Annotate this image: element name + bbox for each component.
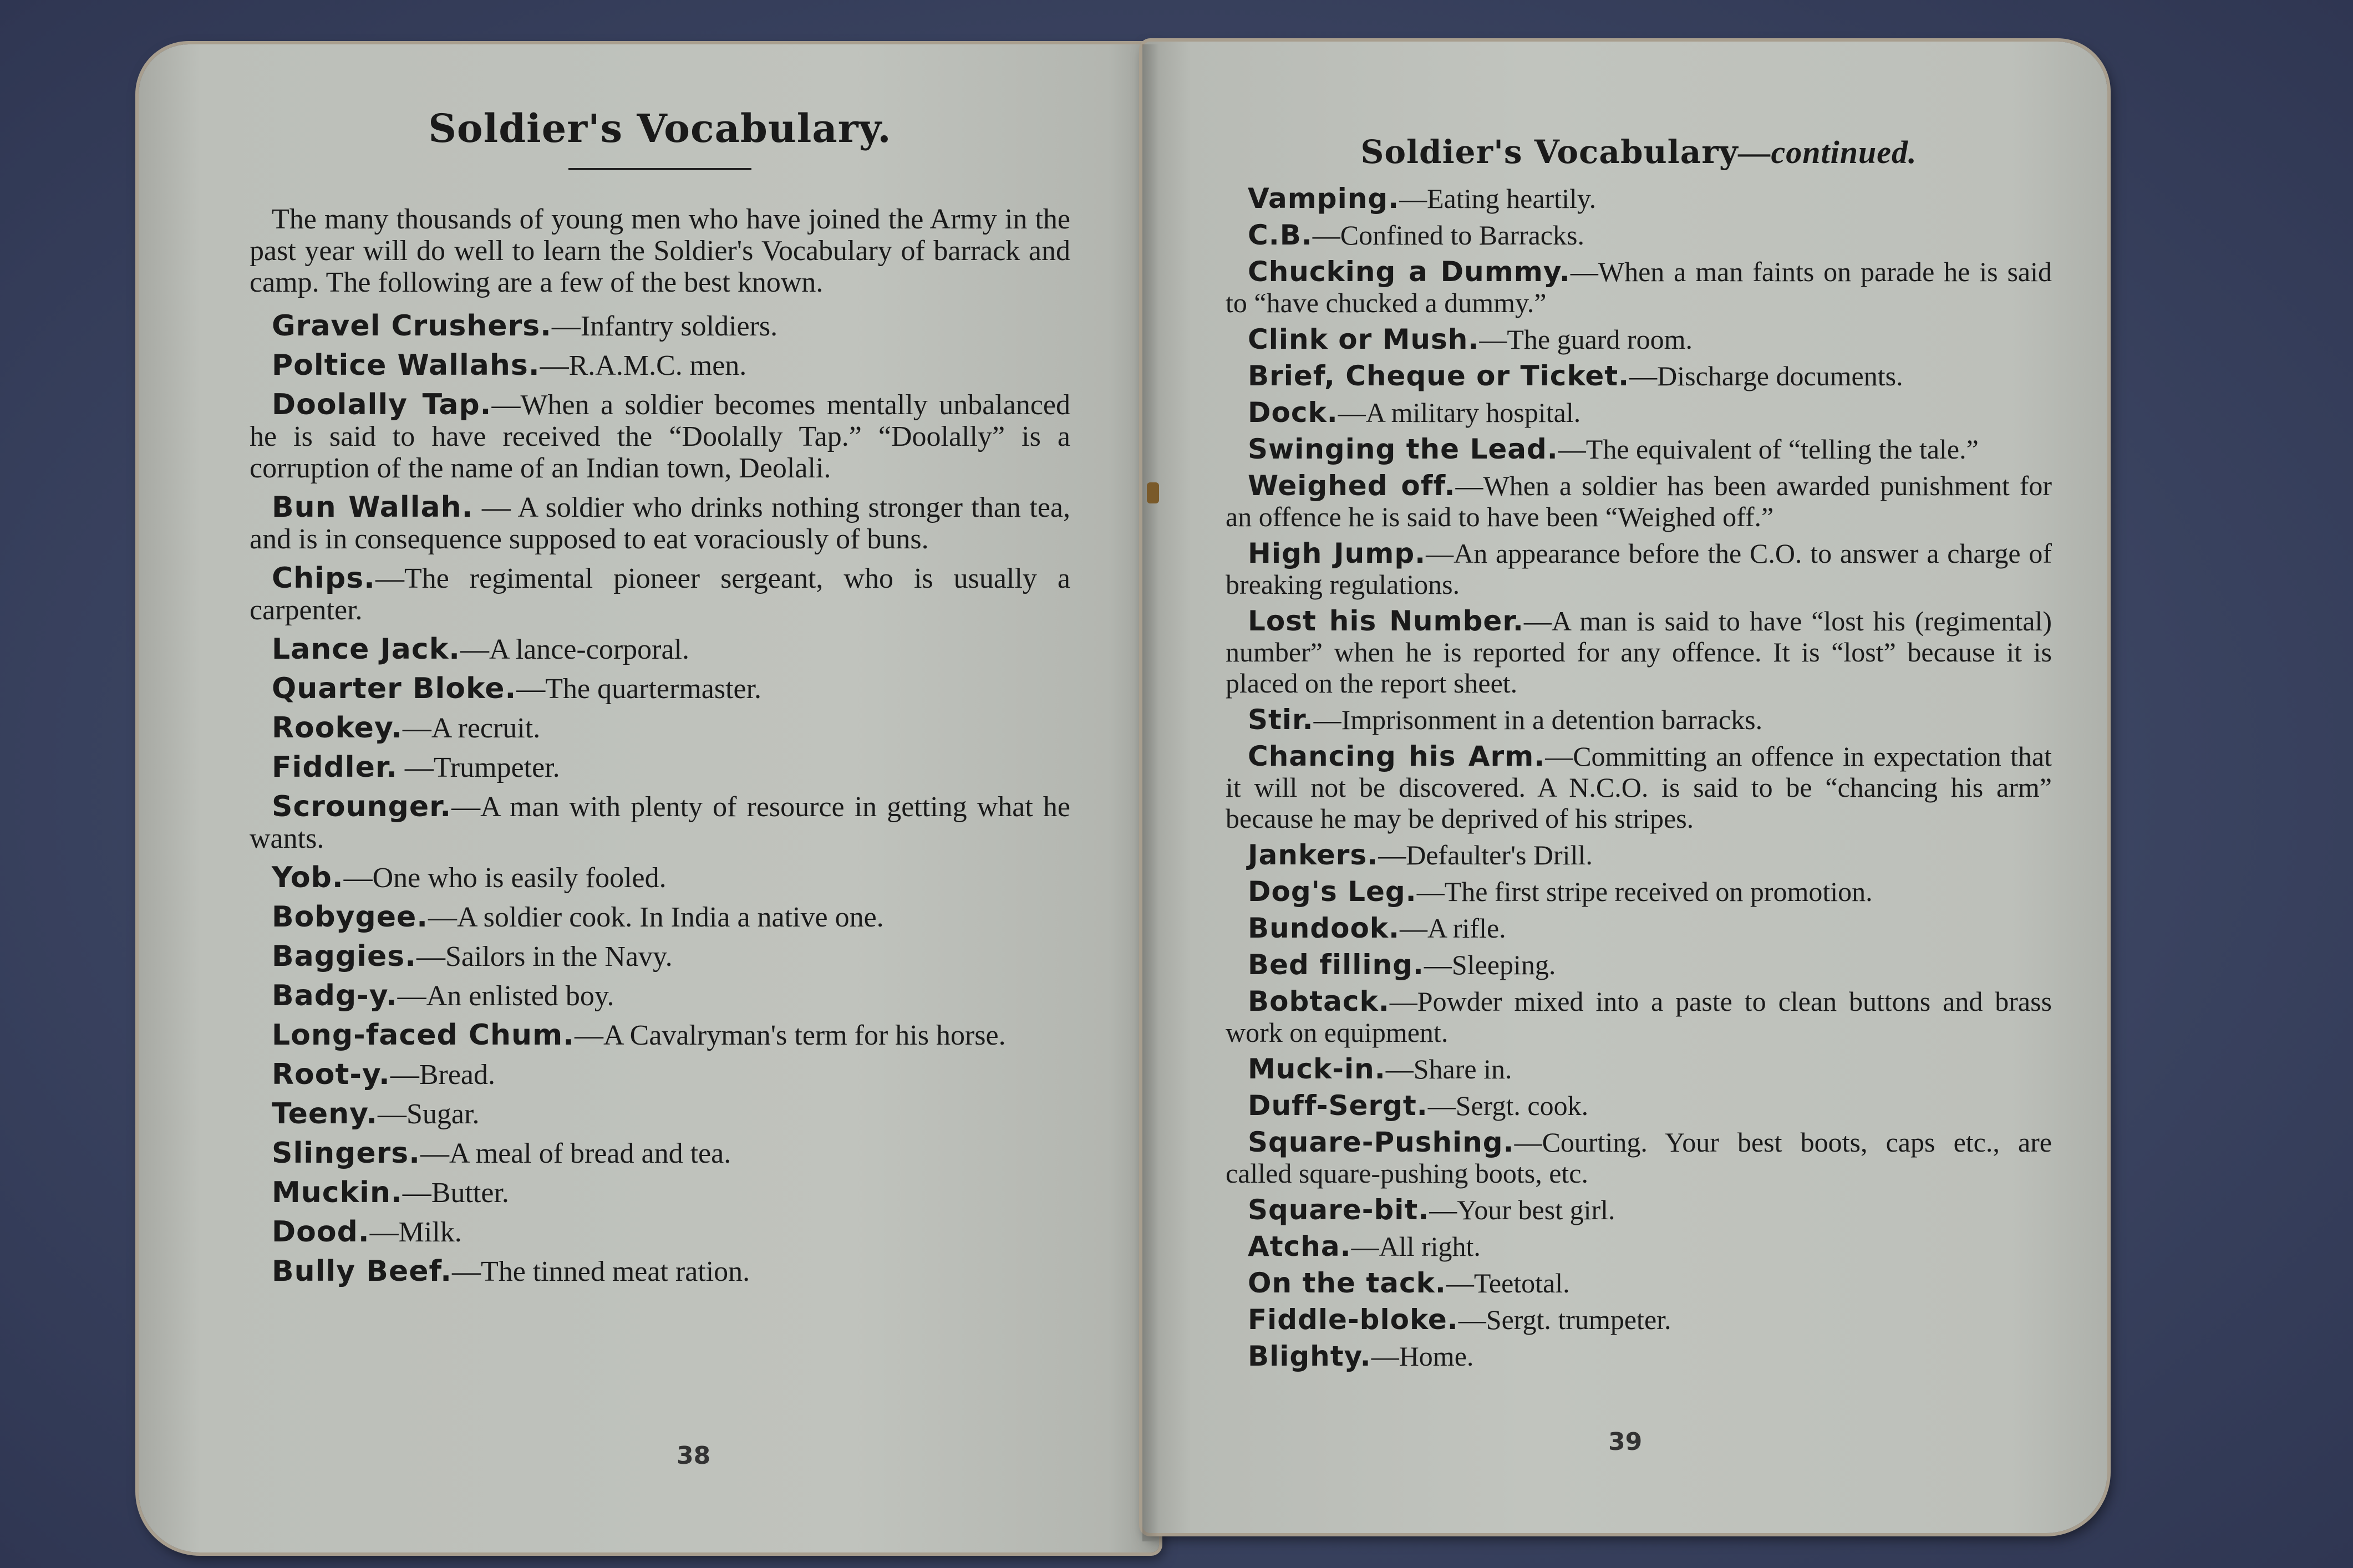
entry-term: Doolally Tap. bbox=[272, 388, 492, 421]
entry-definition: —The quartermaster. bbox=[516, 673, 762, 705]
entry-definition: —Sergt. cook. bbox=[1427, 1090, 1589, 1121]
page-number: 38 bbox=[677, 1442, 711, 1470]
vocabulary-entry bbox=[1226, 183, 2052, 214]
entry-term: Bed filling. bbox=[1248, 949, 1424, 981]
vocabulary-entry bbox=[1226, 256, 2052, 318]
entry-definition: —One who is easily fooled. bbox=[343, 862, 667, 894]
entry-definition: —Butter. bbox=[402, 1177, 509, 1209]
entry-term: Gravel Crushers. bbox=[272, 309, 552, 343]
left-page bbox=[139, 44, 1159, 1552]
entry-term: Duff-Sergt. bbox=[1248, 1090, 1428, 1122]
vocabulary-entry bbox=[250, 862, 1070, 894]
vocabulary-entry bbox=[250, 941, 1070, 973]
entry-term: Blighty. bbox=[1248, 1340, 1371, 1372]
entry-definition: —Discharge documents. bbox=[1629, 360, 1903, 391]
entry-term: Swinging the Lead. bbox=[1248, 433, 1558, 465]
vocabulary-entry bbox=[1226, 704, 2052, 735]
entry-term: Lance Jack. bbox=[272, 633, 461, 666]
entry-definition: —A Cavalryman's term for his horse. bbox=[574, 1020, 1006, 1051]
vocabulary-entry bbox=[1226, 434, 2052, 465]
entry-definition: —When a soldier becomes mentally unbalanced he is said to have received the “Doolally Tap.” “Doolally” is a corruption of the name of an Indian town, Deolali. bbox=[250, 389, 1070, 484]
page-number: 39 bbox=[1608, 1428, 1643, 1456]
entry-definition: — A soldier who drinks nothing stronger than tea, and is in consequence supposed to eat voraciously of buns. bbox=[250, 492, 1070, 555]
entry-definition: —Home. bbox=[1371, 1341, 1474, 1372]
vocabulary-entry bbox=[1226, 839, 2052, 870]
entry-term: C.B. bbox=[1248, 219, 1313, 251]
vocabulary-entry bbox=[1226, 1053, 2052, 1085]
vocabulary-entry bbox=[250, 1059, 1070, 1091]
entry-definition: —Bread. bbox=[390, 1059, 495, 1091]
entry-term: Vamping. bbox=[1248, 182, 1400, 215]
vocabulary-entry bbox=[1226, 913, 2052, 944]
vocabulary-entry bbox=[1226, 1231, 2052, 1262]
entry-definition: —The equivalent of “telling the tale.” bbox=[1558, 434, 1979, 465]
vocabulary-entry bbox=[250, 980, 1070, 1012]
entry-term: Bobtack. bbox=[1248, 985, 1390, 1017]
vocabulary-entry bbox=[250, 673, 1070, 705]
entry-definition: —Your best girl. bbox=[1429, 1194, 1615, 1225]
entry-term: Scrounger. bbox=[272, 790, 452, 823]
vocabulary-entry bbox=[250, 310, 1070, 342]
entry-definition: —Milk. bbox=[369, 1216, 462, 1248]
entry-definition: —Teetotal. bbox=[1446, 1267, 1570, 1299]
entry-term: Bully Beef. bbox=[272, 1255, 453, 1288]
entry-term: Dood. bbox=[272, 1215, 370, 1249]
page-title: Soldier's Vocabulary. bbox=[428, 105, 892, 151]
entry-term: Muckin. bbox=[272, 1176, 403, 1209]
vocabulary-entry bbox=[250, 1216, 1070, 1248]
entry-definition: —Committing an offence in expectation that it will not be discovered. A N.C.O. is said to be “chancing his arm” because he may be deprived of his stripes. bbox=[1226, 741, 2052, 834]
entry-term: Fiddler. bbox=[272, 751, 398, 784]
entry-term: Atcha. bbox=[1248, 1230, 1351, 1262]
entry-term: Jankers. bbox=[1248, 839, 1379, 871]
entry-definition: —Trumpeter. bbox=[397, 752, 560, 783]
entry-term: Poltice Wallahs. bbox=[272, 349, 540, 382]
entry-definition: —Defaulter's Drill. bbox=[1378, 839, 1593, 870]
vocabulary-entry bbox=[1226, 1194, 2052, 1225]
entry-term: Dog's Leg. bbox=[1248, 875, 1417, 908]
vocabulary-entry bbox=[250, 492, 1070, 555]
entry-definition: —Sugar. bbox=[378, 1098, 480, 1130]
entry-term: Chips. bbox=[272, 562, 375, 595]
vocabulary-entry bbox=[250, 1256, 1070, 1287]
entry-definition: —The regimental pioneer sergeant, who is usually a carpenter. bbox=[250, 563, 1070, 626]
entry-term: Rookey. bbox=[272, 711, 403, 745]
vocabulary-entry bbox=[250, 634, 1070, 665]
title-rule bbox=[568, 168, 751, 170]
entry-definition: —An appearance before the C.O. to answer a charge of breaking regulations. bbox=[1226, 538, 2052, 600]
entry-term: Bundook. bbox=[1248, 912, 1400, 944]
entry-definition: —Eating heartily. bbox=[1399, 183, 1597, 214]
entry-term: Muck-in. bbox=[1248, 1053, 1386, 1085]
entry-definition: —Sailors in the Navy. bbox=[416, 941, 673, 973]
vocabulary-entry bbox=[1226, 1127, 2052, 1189]
entry-term: Brief, Cheque or Ticket. bbox=[1248, 360, 1630, 392]
vocabulary-entry bbox=[250, 1020, 1070, 1051]
entry-definition: —Confined to Barracks. bbox=[1312, 220, 1584, 251]
vocabulary-entry bbox=[250, 712, 1070, 744]
vocabulary-entry bbox=[250, 389, 1070, 484]
vocabulary-entry bbox=[250, 350, 1070, 381]
title-text: Soldier's Vocabulary bbox=[1360, 133, 1739, 171]
entry-term: Lost his Number. bbox=[1248, 605, 1524, 637]
entry-definition: —Infantry soldiers. bbox=[551, 310, 778, 342]
entry-definition: —The guard room. bbox=[1479, 324, 1693, 355]
book-gutter bbox=[1142, 44, 1159, 1541]
page-title bbox=[1226, 133, 2052, 171]
entry-term: On the tack. bbox=[1248, 1267, 1446, 1299]
entry-term: Bun Wallah. bbox=[272, 491, 474, 524]
vocabulary-entry bbox=[1226, 1341, 2052, 1372]
vocabulary-entry bbox=[1226, 605, 2052, 699]
left-page-content bbox=[250, 105, 1070, 1295]
entry-definition: —Sergt. trumpeter. bbox=[1458, 1304, 1671, 1335]
entry-term: Square-Pushing. bbox=[1248, 1126, 1515, 1158]
vocabulary-entry bbox=[1226, 1304, 2052, 1335]
entry-term: Stir. bbox=[1248, 704, 1314, 736]
right-page-content bbox=[1226, 133, 2052, 1377]
entry-definition: —The tinned meat ration. bbox=[452, 1256, 750, 1287]
entry-definition: —A man is said to have “lost his (regimental) number” when he is reported for any offence. It is “lost” because it is placed on the report sheet. bbox=[1226, 605, 2052, 699]
entry-definition: —Courting. Your best boots, caps etc., are called square-pushing boots, etc. bbox=[1226, 1127, 2052, 1189]
entry-term: Clink or Mush. bbox=[1248, 323, 1480, 355]
vocabulary-entry bbox=[250, 791, 1070, 854]
entry-definition: —The first stripe received on promotion. bbox=[1416, 876, 1873, 907]
vocabulary-entry bbox=[1226, 470, 2052, 532]
entry-definition: —When a man faints on parade he is said to “have chucked a dummy.” bbox=[1226, 256, 2052, 318]
vocabulary-entry bbox=[250, 902, 1070, 933]
vocabulary-entry bbox=[1226, 220, 2052, 251]
vocabulary-entry bbox=[250, 752, 1070, 783]
entry-term: Fiddle-bloke. bbox=[1248, 1304, 1458, 1336]
entry-definition: —Imprisonment in a detention barracks. bbox=[1313, 704, 1763, 735]
right-page bbox=[1142, 42, 2107, 1533]
vocabulary-entry bbox=[1226, 1090, 2052, 1121]
binding-stain bbox=[1147, 482, 1159, 503]
intro-paragraph: The many thousands of young men who have joined the Army in the past year will do well to learn the Soldier's Vocabulary of barrack and camp. The following are a few of the best known. bbox=[250, 203, 1070, 298]
entry-definition: —All right. bbox=[1351, 1231, 1481, 1262]
vocabulary-entry bbox=[1226, 1267, 2052, 1299]
vocabulary-entry bbox=[1226, 360, 2052, 391]
entry-term: Teeny. bbox=[272, 1097, 378, 1131]
entry-definition: —Share in. bbox=[1385, 1053, 1512, 1085]
vocabulary-entry bbox=[1226, 741, 2052, 834]
vocabulary-entry bbox=[250, 1138, 1070, 1169]
entry-definition: —A man with plenty of resource in getting what he wants. bbox=[250, 791, 1070, 854]
entry-definition: —A recruit. bbox=[402, 712, 541, 744]
vocabulary-entry bbox=[1226, 324, 2052, 355]
entry-definition: —A meal of bread and tea. bbox=[420, 1138, 731, 1169]
entry-term: Baggies. bbox=[272, 940, 416, 973]
right-entry-list bbox=[1226, 183, 2052, 1372]
entry-definition: —R.A.M.C. men. bbox=[540, 350, 747, 381]
entry-definition: —Sleeping. bbox=[1424, 949, 1556, 980]
vocabulary-entry bbox=[1226, 538, 2052, 600]
entry-term: Slingers. bbox=[272, 1137, 420, 1170]
vocabulary-entry bbox=[1226, 397, 2052, 428]
entry-definition: —A military hospital. bbox=[1338, 397, 1581, 428]
title-continued: —continued. bbox=[1738, 134, 1917, 170]
vocabulary-entry bbox=[250, 563, 1070, 626]
entry-term: Long-faced Chum. bbox=[272, 1019, 575, 1052]
entry-definition: —An enlisted boy. bbox=[397, 980, 614, 1012]
vocabulary-entry bbox=[250, 1098, 1070, 1130]
entry-definition: —When a soldier has been awarded punishment for an offence he is said to have been “Weighed off.” bbox=[1226, 470, 2052, 532]
entry-term: Bobygee. bbox=[272, 900, 428, 934]
left-entry-list bbox=[250, 310, 1070, 1287]
entry-term: Dock. bbox=[1248, 396, 1338, 429]
entry-term: Quarter Bloke. bbox=[272, 672, 517, 705]
entry-term: Weighed off. bbox=[1248, 470, 1456, 502]
entry-definition: —A rifle. bbox=[1400, 913, 1506, 944]
vocabulary-entry bbox=[1226, 986, 2052, 1048]
entry-term: High Jump. bbox=[1248, 537, 1426, 569]
entry-term: Root-y. bbox=[272, 1058, 390, 1091]
entry-definition: —A soldier cook. In India a native one. bbox=[428, 902, 884, 933]
entry-term: Yob. bbox=[272, 861, 344, 894]
vocabulary-entry bbox=[250, 1177, 1070, 1209]
entry-term: Square-bit. bbox=[1248, 1194, 1430, 1226]
vocabulary-entry bbox=[1226, 876, 2052, 907]
entry-definition: —A lance-corporal. bbox=[460, 634, 689, 665]
entry-term: Chucking a Dummy. bbox=[1248, 256, 1571, 288]
entry-definition: —Powder mixed into a paste to clean buttons and brass work on equipment. bbox=[1226, 986, 2052, 1048]
vocabulary-entry bbox=[1226, 949, 2052, 980]
entry-term: Chancing his Arm. bbox=[1248, 740, 1546, 772]
entry-term: Badg-y. bbox=[272, 979, 398, 1012]
